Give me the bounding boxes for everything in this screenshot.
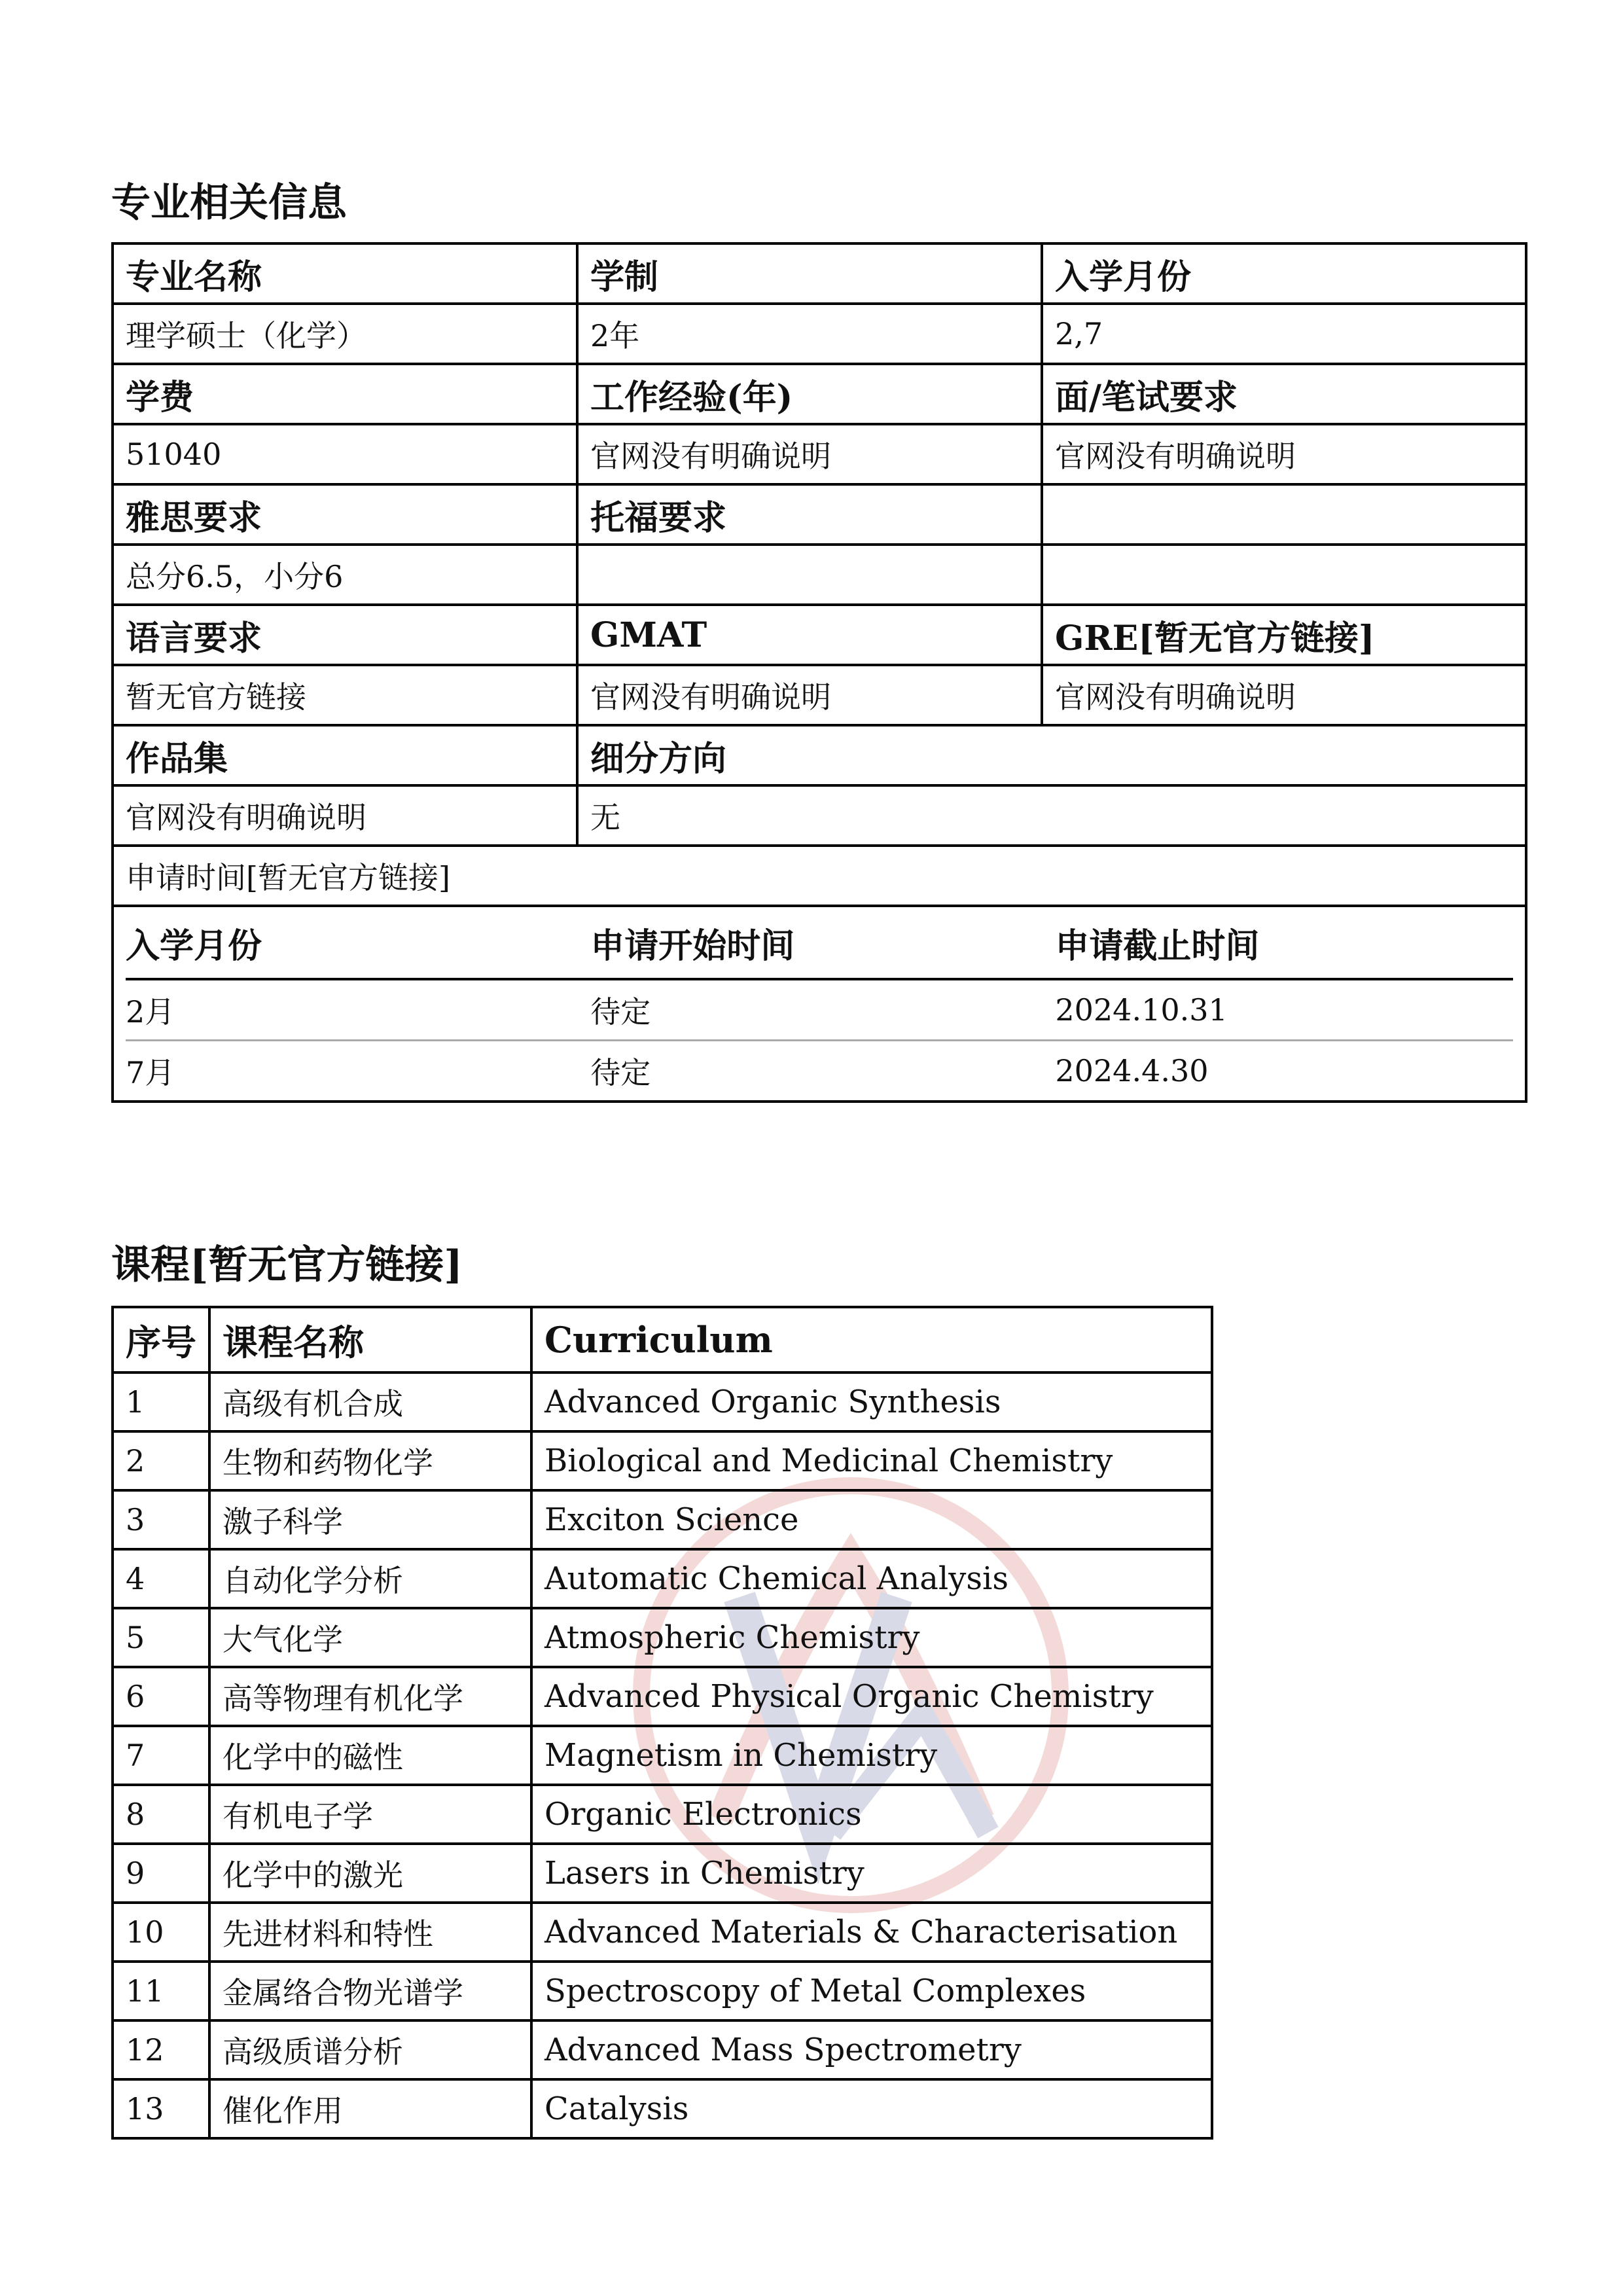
course-curriculum-cell: Advanced Organic Synthesis xyxy=(531,1372,1212,1431)
value-cell: 51040 xyxy=(113,424,577,484)
value-cell: 2年 xyxy=(577,304,1042,364)
course-index-cell: 6 xyxy=(113,1667,209,1726)
schedule-cell: 待定 xyxy=(590,1055,651,1090)
table-row xyxy=(113,1962,1212,2020)
course-name-cell: 先进材料和特性 xyxy=(209,1903,531,1962)
schedule-cell: 7月 xyxy=(126,1055,175,1090)
table-row xyxy=(113,424,1526,484)
table-row xyxy=(126,1041,1513,1101)
table-row xyxy=(113,725,1526,785)
table-row xyxy=(113,1667,1212,1726)
value-cell: 理学硕士（化学） xyxy=(113,304,577,364)
table-row xyxy=(113,1372,1212,1431)
course-index-cell: 11 xyxy=(113,1962,209,2020)
course-name-cell: 催化作用 xyxy=(209,2079,531,2138)
course-name-cell: 有机电子学 xyxy=(209,1785,531,1844)
header-cell: 细分方向 xyxy=(577,725,1526,785)
course-curriculum-cell: Advanced Mass Spectrometry xyxy=(531,2020,1212,2079)
table-row xyxy=(113,1431,1212,1490)
course-name-cell: 自动化学分析 xyxy=(209,1549,531,1608)
value-cell: 官网没有明确说明 xyxy=(1042,424,1526,484)
course-curriculum-cell: Biological and Medicinal Chemistry xyxy=(531,1431,1212,1490)
course-index-cell: 4 xyxy=(113,1549,209,1608)
course-header-name: 课程名称 xyxy=(209,1307,531,1372)
course-curriculum-cell: Advanced Physical Organic Chemistry xyxy=(531,1667,1212,1726)
course-curriculum-cell: Lasers in Chemistry xyxy=(531,1844,1212,1903)
course-index-cell: 5 xyxy=(113,1608,209,1667)
header-cell: 专业名称 xyxy=(113,243,577,304)
value-cell: 无 xyxy=(577,785,1526,846)
table-row xyxy=(113,304,1526,364)
table-row xyxy=(113,545,1526,605)
table-row xyxy=(113,1490,1212,1549)
table-row xyxy=(113,243,1526,304)
header-cell: GMAT xyxy=(577,605,1042,665)
course-index-cell: 1 xyxy=(113,1372,209,1431)
schedule-cell: 2024.4.30 xyxy=(1055,1053,1209,1088)
value-cell: 暂无官方链接 xyxy=(113,665,577,725)
table-row xyxy=(113,1608,1212,1667)
schedule-cell: 2月 xyxy=(126,979,590,1041)
table-row xyxy=(113,2020,1212,2079)
header-cell: 工作经验(年) xyxy=(577,364,1042,424)
schedule-header-intake: 入学月份 xyxy=(126,907,590,979)
program-info-table xyxy=(111,242,1527,1103)
application-time-label: 申请时间[暂无官方链接] xyxy=(113,846,1526,906)
course-header-index: 序号 xyxy=(113,1307,209,1372)
header-cell: 语言要求 xyxy=(113,605,577,665)
course-index-cell: 3 xyxy=(113,1490,209,1549)
table-row xyxy=(113,605,1526,665)
value-cell: 官网没有明确说明 xyxy=(113,785,577,846)
course-header-curriculum: Curriculum xyxy=(531,1307,1212,1372)
application-schedule-table xyxy=(126,907,1513,1100)
header-cell xyxy=(1042,484,1526,545)
course-curriculum-cell: Exciton Science xyxy=(531,1490,1212,1549)
course-table xyxy=(111,1306,1213,2140)
table-row xyxy=(113,906,1526,1102)
course-index-cell: 10 xyxy=(113,1903,209,1962)
course-index-cell: 7 xyxy=(113,1726,209,1785)
table-row xyxy=(113,1549,1212,1608)
table-row xyxy=(113,1307,1212,1372)
header-cell: 作品集 xyxy=(113,725,577,785)
value-cell: 官网没有明确说明 xyxy=(1042,665,1526,725)
course-name-cell: 化学中的磁性 xyxy=(209,1726,531,1785)
table-row xyxy=(113,364,1526,424)
course-name-cell: 高级有机合成 xyxy=(209,1372,531,1431)
table-row xyxy=(113,1903,1212,1962)
header-cell: 托福要求 xyxy=(577,484,1042,545)
schedule-cell: 待定 xyxy=(590,979,1055,1041)
value-cell: 官网没有明确说明 xyxy=(577,665,1042,725)
header-cell: GRE[暂无官方链接] xyxy=(1042,605,1526,665)
course-curriculum-cell: Catalysis xyxy=(531,2079,1212,2138)
course-index-cell: 13 xyxy=(113,2079,209,2138)
value-cell xyxy=(577,545,1042,605)
table-row xyxy=(113,2079,1212,2138)
header-cell: 学制 xyxy=(577,243,1042,304)
course-name-cell: 激子科学 xyxy=(209,1490,531,1549)
table-row xyxy=(113,1844,1212,1903)
course-curriculum-cell: Magnetism in Chemistry xyxy=(531,1726,1212,1785)
course-name-cell: 大气化学 xyxy=(209,1608,531,1667)
header-cell: 面/笔试要求 xyxy=(1042,364,1526,424)
course-name-cell: 高等物理有机化学 xyxy=(209,1667,531,1726)
table-row xyxy=(113,1726,1212,1785)
header-cell: 入学月份 xyxy=(1042,243,1526,304)
course-index-cell: 9 xyxy=(113,1844,209,1903)
course-curriculum-cell: Spectroscopy of Metal Complexes xyxy=(531,1962,1212,2020)
table-row xyxy=(113,846,1526,906)
section-title-courses: 课程[暂无官方链接] xyxy=(111,1242,463,1288)
schedule-container xyxy=(113,906,1526,1102)
course-name-cell: 化学中的激光 xyxy=(209,1844,531,1903)
course-index-cell: 2 xyxy=(113,1431,209,1490)
course-name-cell: 金属络合物光谱学 xyxy=(209,1962,531,2020)
course-curriculum-cell: Atmospheric Chemistry xyxy=(531,1608,1212,1667)
course-curriculum-cell: Organic Electronics xyxy=(531,1785,1212,1844)
schedule-header-start: 申请开始时间 xyxy=(590,907,1055,979)
schedule-cell: 2024.10.31 xyxy=(1055,979,1513,1041)
course-index-cell: 12 xyxy=(113,2020,209,2079)
course-curriculum-cell: Advanced Materials & Characterisation xyxy=(531,1903,1212,1962)
table-row xyxy=(113,484,1526,545)
course-index-cell: 8 xyxy=(113,1785,209,1844)
course-table-body xyxy=(113,1372,1212,2138)
table-row xyxy=(126,907,1513,979)
course-curriculum-cell: Automatic Chemical Analysis xyxy=(531,1549,1212,1608)
header-cell: 雅思要求 xyxy=(113,484,577,545)
table-row xyxy=(126,979,1513,1041)
table-row xyxy=(113,665,1526,725)
value-cell: 官网没有明确说明 xyxy=(577,424,1042,484)
value-cell xyxy=(1042,545,1526,605)
course-name-cell: 生物和药物化学 xyxy=(209,1431,531,1490)
value-cell: 总分6.5，小分6 xyxy=(113,545,577,605)
course-name-cell: 高级质谱分析 xyxy=(209,2020,531,2079)
table-row xyxy=(113,785,1526,846)
table-row xyxy=(113,1785,1212,1844)
schedule-header-deadline: 申请截止时间 xyxy=(1055,907,1513,979)
section-title-program-info: 专业相关信息 xyxy=(111,180,347,226)
value-cell: 2,7 xyxy=(1042,304,1526,364)
header-cell: 学费 xyxy=(113,364,577,424)
